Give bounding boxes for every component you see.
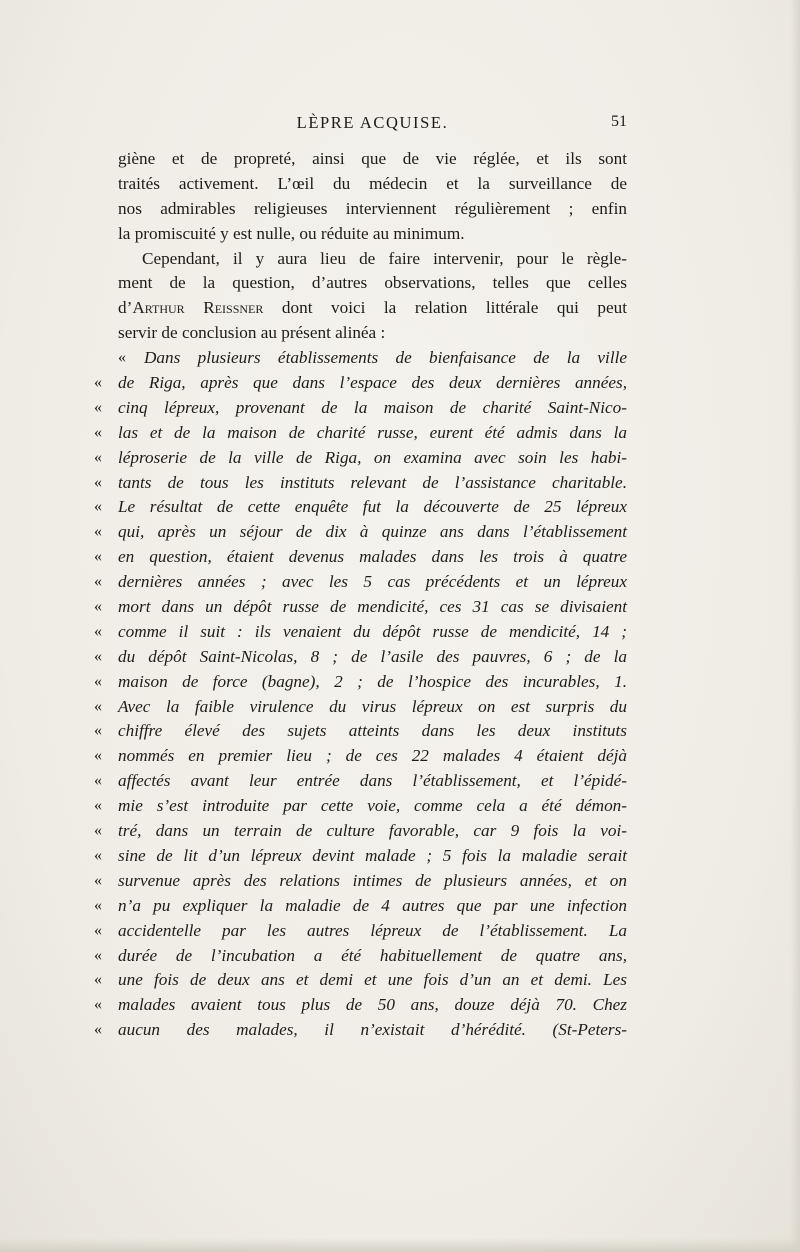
text-line: traités activement. L’œil du médecin et la surveillance de	[118, 173, 627, 193]
quote-mark: «	[94, 747, 102, 765]
quote-text: tants de tous les instituts relevant de l’assistance charitable.	[118, 472, 627, 492]
quote-line	[94, 471, 627, 496]
quote-line	[94, 495, 627, 520]
quote-line	[94, 769, 627, 794]
quote-mark: «	[94, 672, 102, 690]
quote-mark: «	[118, 349, 126, 367]
quote-text: une fois de deux ans et demi et une fois d’un an et demi. Les	[118, 970, 627, 990]
quote-mark: «	[94, 971, 102, 989]
quote-text: en question, étaient devenus malades dans les trois à quatre	[118, 547, 627, 567]
quote-mark: «	[94, 846, 102, 864]
quote-mark: «	[94, 772, 102, 790]
quote-line	[94, 1018, 627, 1043]
quote-line	[94, 520, 627, 545]
quote-mark: «	[94, 573, 102, 591]
quote-line	[94, 421, 627, 446]
paragraph-1	[118, 147, 627, 247]
quote-mark: «	[94, 822, 102, 840]
quote-text: léproserie de la ville de Riga, on examina avec soin les habi-	[118, 447, 627, 467]
quote-text: du dépôt Saint-Nicolas, 8 ; de l’asile des pauvres, 6 ; de la	[118, 646, 627, 666]
quotation-block	[94, 346, 627, 1043]
text-line: Cependant, il y aura lieu de faire intervenir, pour le règle-	[142, 248, 627, 268]
page-bottom-shadow	[0, 1238, 800, 1252]
quote-line	[94, 968, 627, 993]
quote-text: affectés avant leur entrée dans l’établissement, et l’épidé-	[118, 771, 627, 791]
text-line: giène et de propreté, ainsi que de vie réglée, et ils sont	[118, 149, 627, 168]
quote-mark: «	[94, 398, 102, 416]
body-text	[94, 147, 627, 1043]
quote-line	[94, 844, 627, 869]
quote-mark: «	[94, 946, 102, 964]
quote-text: aucun des malades, il n’existait d’hérédité. (St-Peters-	[118, 1020, 627, 1040]
quote-text: maison de force (bagne), 2 ; de l’hospice des incurables, 1.	[118, 671, 627, 691]
quote-mark: «	[94, 1021, 102, 1039]
quote-text: tré, dans un terrain de culture favorable, car 9 fois la voi-	[118, 821, 627, 841]
quote-text: survenue après des relations intimes de plusieurs années, et on	[118, 870, 627, 890]
text-line	[118, 296, 627, 321]
quote-line	[94, 894, 627, 919]
quote-mark: «	[94, 622, 102, 640]
quote-text: sine de lit d’un lépreux devint malade ; 5 fois la maladie serait	[118, 845, 627, 865]
quote-mark: «	[94, 598, 102, 616]
quote-mark: «	[94, 896, 102, 914]
page-header	[118, 113, 627, 139]
quote-line	[94, 719, 627, 744]
quote-line	[94, 919, 627, 944]
quote-line	[94, 371, 627, 396]
quote-line	[94, 869, 627, 894]
text-line: servir de conclusion au présent alinéa :	[118, 323, 386, 343]
quote-mark: «	[94, 647, 102, 665]
text-line: ment de la question, d’autres observations, telles que celles	[118, 273, 627, 293]
running-title: LÈPRE ACQUISE.	[296, 113, 449, 132]
quote-text: de Riga, après que dans l’espace des deux dernières années,	[118, 373, 627, 393]
quote-mark: «	[94, 996, 102, 1014]
page-edge-shadow	[790, 0, 800, 1252]
quote-line	[94, 396, 627, 421]
quote-text: chiffre élevé des sujets atteints dans les deux instituts	[118, 721, 627, 741]
quote-mark: «	[94, 498, 102, 516]
quote-line	[94, 595, 627, 620]
quote-text: nommés en premier lieu ; de ces 22 malades 4 étaient déjà	[118, 746, 627, 766]
quote-line	[94, 993, 627, 1018]
quote-mark: «	[94, 921, 102, 939]
quote-line	[94, 545, 627, 570]
quote-text: mort dans un dépôt russe de mendicité, ces 31 cas se divisaient	[118, 597, 627, 617]
page-number: 51	[611, 113, 627, 130]
paragraph-2	[118, 247, 627, 347]
quote-text: dernières années ; avec les 5 cas précédents et un lépreux	[118, 572, 627, 592]
quote-text: malades avaient tous plus de 50 ans, douze déjà 70. Chez	[118, 995, 627, 1015]
quote-text: Le résultat de cette enquête fut la découverte de 25 lépreux	[118, 497, 627, 517]
quote-line	[94, 620, 627, 645]
text-line: nos admirables religieuses interviennent régulièrement ; enfin	[118, 198, 627, 218]
quote-mark: «	[94, 473, 102, 491]
quote-line	[94, 570, 627, 595]
quote-mark: «	[94, 523, 102, 541]
text-line: la promiscuité y est nulle, ou réduite au minimum.	[118, 223, 465, 243]
quote-text: accidentelle par les autres lépreux de l’établissement. La	[118, 920, 627, 940]
quote-line	[118, 346, 627, 371]
quote-mark: «	[94, 548, 102, 566]
text-fragment: d’	[118, 298, 133, 318]
quote-line	[94, 695, 627, 720]
quote-line	[94, 794, 627, 819]
quote-text: n’a pu expliquer la maladie de 4 autres que par une infection	[118, 895, 627, 915]
quote-text: durée de l’incubation a été habituellement de quatre ans,	[118, 945, 627, 965]
quote-text: Avec la faible virulence du virus lépreux on est surpris du	[118, 696, 627, 716]
quote-mark: «	[94, 423, 102, 441]
quote-line	[94, 944, 627, 969]
text-fragment: dont voici la relation littérale qui peut	[263, 298, 627, 318]
quote-text: qui, après un séjour de dix à quinze ans dans l’établissement	[118, 522, 627, 542]
quote-mark: «	[94, 448, 102, 466]
quote-text: mie s’est introduite par cette voie, comme cela a été démon-	[118, 796, 627, 816]
quote-mark: «	[94, 697, 102, 715]
author-name: Arthur Reissner	[132, 298, 264, 318]
quote-text: cinq lépreux, provenant de la maison de charité Saint-Nico-	[118, 397, 627, 417]
quote-line	[94, 744, 627, 769]
quote-line	[94, 819, 627, 844]
quote-text: las et de la maison de charité russe, eurent été admis dans la	[118, 422, 627, 442]
quote-line	[94, 645, 627, 670]
quote-text: comme il suit : ils venaient du dépôt russe de mendicité, 14 ;	[118, 621, 627, 641]
quote-mark: «	[94, 722, 102, 740]
quote-mark: «	[94, 797, 102, 815]
quote-mark: «	[94, 374, 102, 392]
quote-mark: «	[94, 871, 102, 889]
quote-text: Dans plusieurs établissements de bienfaisance de la ville	[144, 348, 627, 368]
quote-line	[94, 670, 627, 695]
quote-line	[94, 446, 627, 471]
